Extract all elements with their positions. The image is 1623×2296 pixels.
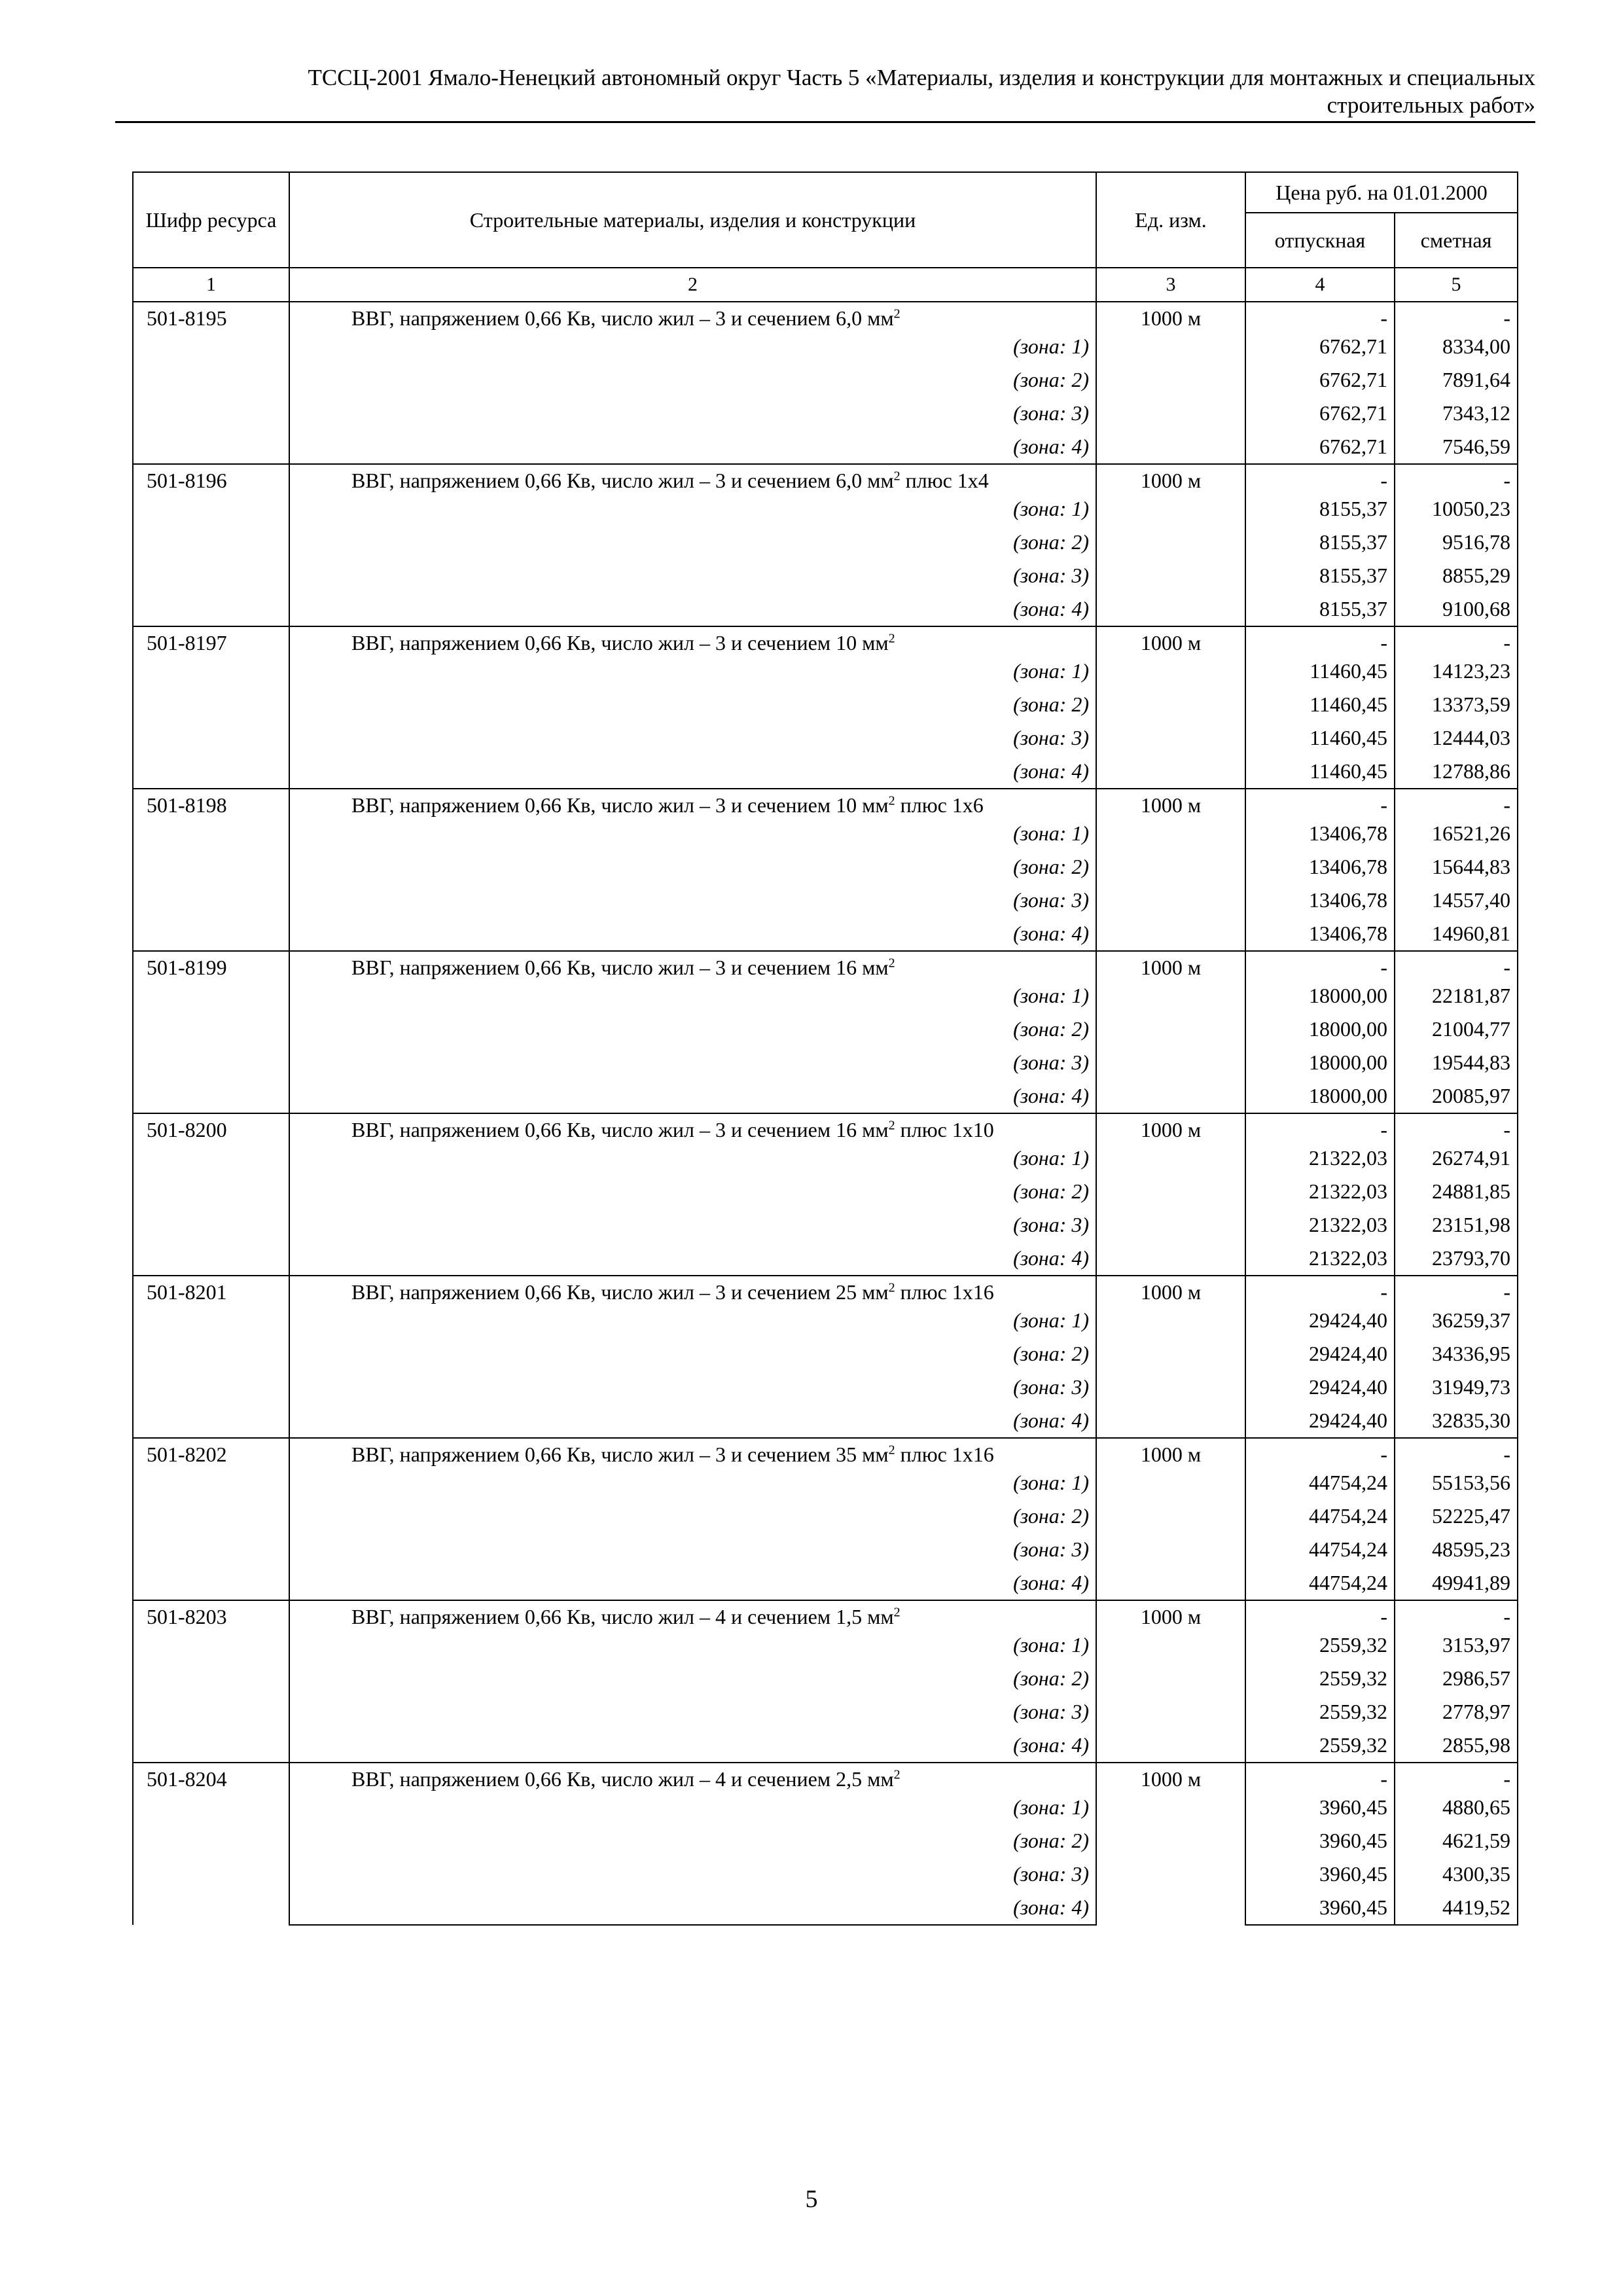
- table-row: [133, 1113, 1518, 1141]
- description-main: ВВГ, напряжением 0,66 Кв, число жил – 3 и сечением 16 мм: [351, 956, 889, 979]
- zone-row: [133, 655, 1518, 688]
- zone-label: (зона: 2): [289, 1499, 1096, 1533]
- price-estimate: -: [1395, 464, 1518, 492]
- price-estimate: 15644,83: [1395, 850, 1518, 884]
- material-description: [289, 951, 1096, 979]
- resource-code: 501-8199: [133, 951, 289, 1113]
- price-release: 13406,78: [1245, 850, 1395, 884]
- description-text: [296, 469, 1089, 492]
- zone-row: [133, 559, 1518, 592]
- material-description: [289, 626, 1096, 655]
- zone-row: [133, 1208, 1518, 1242]
- zone-row: [133, 884, 1518, 917]
- zone-row: [133, 688, 1518, 721]
- zone-row: [133, 1695, 1518, 1729]
- price-release: 29424,40: [1245, 1371, 1395, 1404]
- price-estimate: 16521,26: [1395, 817, 1518, 850]
- price-estimate: 7891,64: [1395, 363, 1518, 397]
- price-estimate: -: [1395, 1600, 1518, 1628]
- description-text: [296, 1118, 1089, 1141]
- price-release: 29424,40: [1245, 1304, 1395, 1337]
- price-release: 2559,32: [1245, 1628, 1395, 1662]
- price-estimate: -: [1395, 1438, 1518, 1466]
- zone-label: (зона: 2): [289, 1662, 1096, 1695]
- zone-row: [133, 1533, 1518, 1566]
- price-release: -: [1245, 1113, 1395, 1141]
- description-main: ВВГ, напряжением 0,66 Кв, число жил – 3 и сечением 10 мм: [351, 793, 889, 817]
- description-tail: плюс 1х4: [900, 469, 989, 492]
- zone-label: (зона: 2): [289, 850, 1096, 884]
- zone-row: [133, 1013, 1518, 1046]
- zone-row: [133, 1079, 1518, 1113]
- price-release: -: [1245, 951, 1395, 979]
- zone-label: (зона: 2): [289, 1824, 1096, 1857]
- unit-of-measure: 1000 м: [1096, 626, 1245, 789]
- price-release: 3960,45: [1245, 1824, 1395, 1857]
- table-row: [133, 302, 1518, 330]
- table-row: [133, 1276, 1518, 1304]
- unit-of-measure: 1000 м: [1096, 464, 1245, 626]
- price-estimate: 4300,35: [1395, 1857, 1518, 1891]
- description-main: ВВГ, напряжением 0,66 Кв, число жил – 3 и сечением 6,0 мм: [351, 469, 894, 492]
- zone-label: (зона: 1): [289, 655, 1096, 688]
- price-release: 18000,00: [1245, 979, 1395, 1013]
- table-row: [133, 1600, 1518, 1628]
- price-release: 21322,03: [1245, 1242, 1395, 1276]
- table-row: [133, 464, 1518, 492]
- zone-label: (зона: 3): [289, 884, 1096, 917]
- description-main: ВВГ, напряжением 0,66 Кв, число жил – 4 и сечением 1,5 мм: [351, 1605, 894, 1628]
- description-text: [296, 1280, 1089, 1304]
- price-estimate: -: [1395, 789, 1518, 817]
- price-release: -: [1245, 302, 1395, 330]
- price-release: 11460,45: [1245, 688, 1395, 721]
- price-release: 13406,78: [1245, 917, 1395, 951]
- price-estimate: 8334,00: [1395, 330, 1518, 363]
- description-main: ВВГ, напряжением 0,66 Кв, число жил – 3 и сечением 6,0 мм: [351, 306, 894, 330]
- price-estimate: -: [1395, 1113, 1518, 1141]
- zone-row: [133, 917, 1518, 951]
- zone-row: [133, 430, 1518, 464]
- description-main: ВВГ, напряжением 0,66 Кв, число жил – 4 и сечением 2,5 мм: [351, 1767, 894, 1791]
- zone-label: (зона: 3): [289, 1371, 1096, 1404]
- price-release: 2559,32: [1245, 1662, 1395, 1695]
- price-release: 13406,78: [1245, 884, 1395, 917]
- price-estimate: 20085,97: [1395, 1079, 1518, 1113]
- description-tail: плюс 1х6: [895, 793, 984, 817]
- col-header-name: Строительные материалы, изделия и конструкции: [289, 172, 1096, 268]
- table-row: [133, 789, 1518, 817]
- col-number: 2: [289, 268, 1096, 302]
- zone-label: (зона: 1): [289, 330, 1096, 363]
- resource-code: 501-8200: [133, 1113, 289, 1276]
- zone-label: (зона: 4): [289, 1404, 1096, 1438]
- unit-superscript: 2: [888, 1118, 895, 1133]
- col-number: 3: [1096, 268, 1245, 302]
- zone-label: (зона: 2): [289, 1337, 1096, 1371]
- unit-of-measure: 1000 м: [1096, 1600, 1245, 1763]
- price-release: 44754,24: [1245, 1533, 1395, 1566]
- price-release: 18000,00: [1245, 1013, 1395, 1046]
- col-header-unit: Ед. изм.: [1096, 172, 1245, 268]
- resource-code: 501-8204: [133, 1763, 289, 1925]
- price-estimate: 55153,56: [1395, 1466, 1518, 1499]
- zone-row: [133, 1566, 1518, 1600]
- price-estimate: 2778,97: [1395, 1695, 1518, 1729]
- zone-label: (зона: 4): [289, 1079, 1096, 1113]
- description-tail: плюс 1х10: [895, 1118, 994, 1141]
- zone-row: [133, 397, 1518, 430]
- resource-code: 501-8198: [133, 789, 289, 951]
- material-description: [289, 1113, 1096, 1141]
- price-release: 3960,45: [1245, 1791, 1395, 1824]
- price-release: 8155,37: [1245, 592, 1395, 626]
- zone-label: (зона: 3): [289, 1208, 1096, 1242]
- header-rule: [115, 121, 1535, 123]
- price-estimate: 23793,70: [1395, 1242, 1518, 1276]
- price-release: 11460,45: [1245, 755, 1395, 789]
- header-title-line1: ТССЦ-2001 Ямало-Ненецкий автономный округ Часть 5 «Материалы, изделия и конструкции для монтажных и специальных: [308, 65, 1535, 90]
- price-estimate: 4880,65: [1395, 1791, 1518, 1824]
- price-release: 6762,71: [1245, 363, 1395, 397]
- col-number: 5: [1395, 268, 1518, 302]
- col-number: 4: [1245, 268, 1395, 302]
- header-title-line2: строительных работ»: [1327, 92, 1535, 118]
- price-release: -: [1245, 1763, 1395, 1791]
- price-estimate: 12788,86: [1395, 755, 1518, 789]
- zone-row: [133, 1891, 1518, 1925]
- page-header: [115, 64, 1535, 119]
- material-description: [289, 464, 1096, 492]
- zone-label: (зона: 4): [289, 1566, 1096, 1600]
- zone-label: (зона: 2): [289, 1013, 1096, 1046]
- description-text: [296, 1767, 1089, 1791]
- price-release: 2559,32: [1245, 1729, 1395, 1763]
- price-estimate: 14960,81: [1395, 917, 1518, 951]
- zone-label: (зона: 2): [289, 363, 1096, 397]
- zone-row: [133, 1371, 1518, 1404]
- zone-label: (зона: 2): [289, 688, 1096, 721]
- zone-label: (зона: 4): [289, 917, 1096, 951]
- description-text: [296, 306, 1089, 330]
- price-release: 6762,71: [1245, 430, 1395, 464]
- price-estimate: 48595,23: [1395, 1533, 1518, 1566]
- unit-of-measure: 1000 м: [1096, 1113, 1245, 1276]
- description-text: [296, 1605, 1089, 1628]
- price-estimate: 22181,87: [1395, 979, 1518, 1013]
- description-tail: плюс 1х16: [895, 1280, 994, 1304]
- description-main: ВВГ, напряжением 0,66 Кв, число жил – 3 и сечением 10 мм: [351, 631, 889, 655]
- price-release: -: [1245, 789, 1395, 817]
- price-estimate: 21004,77: [1395, 1013, 1518, 1046]
- price-release: 8155,37: [1245, 559, 1395, 592]
- price-release: 44754,24: [1245, 1566, 1395, 1600]
- price-release: 11460,45: [1245, 655, 1395, 688]
- col-number: 1: [133, 268, 289, 302]
- zone-row: [133, 1791, 1518, 1824]
- resource-code: 501-8196: [133, 464, 289, 626]
- description-main: ВВГ, напряжением 0,66 Кв, число жил – 3 и сечением 25 мм: [351, 1280, 889, 1304]
- zone-label: (зона: 4): [289, 1729, 1096, 1763]
- zone-label: (зона: 3): [289, 1695, 1096, 1729]
- zone-row: [133, 363, 1518, 397]
- zone-label: (зона: 1): [289, 1304, 1096, 1337]
- price-estimate: 23151,98: [1395, 1208, 1518, 1242]
- price-estimate: 14123,23: [1395, 655, 1518, 688]
- unit-superscript: 2: [888, 1280, 895, 1295]
- col-header-release: отпускная: [1245, 213, 1395, 268]
- price-release: 18000,00: [1245, 1046, 1395, 1079]
- zone-row: [133, 1141, 1518, 1175]
- description-main: ВВГ, напряжением 0,66 Кв, число жил – 3 и сечением 16 мм: [351, 1118, 889, 1141]
- material-description: [289, 1763, 1096, 1791]
- price-release: 6762,71: [1245, 397, 1395, 430]
- description-main: ВВГ, напряжением 0,66 Кв, число жил – 3 и сечением 35 мм: [351, 1443, 889, 1466]
- zone-row: [133, 1304, 1518, 1337]
- price-estimate: -: [1395, 1763, 1518, 1791]
- zone-row: [133, 817, 1518, 850]
- price-estimate: -: [1395, 951, 1518, 979]
- price-estimate: 49941,89: [1395, 1566, 1518, 1600]
- unit-of-measure: 1000 м: [1096, 1763, 1245, 1925]
- price-estimate: 3153,97: [1395, 1628, 1518, 1662]
- price-estimate: 8855,29: [1395, 559, 1518, 592]
- col-header-price-group: Цена руб. на 01.01.2000: [1245, 172, 1518, 213]
- description-text: [296, 793, 1089, 817]
- price-estimate: 34336,95: [1395, 1337, 1518, 1371]
- zone-row: [133, 592, 1518, 626]
- price-release: 44754,24: [1245, 1499, 1395, 1533]
- zone-label: (зона: 4): [289, 755, 1096, 789]
- table-row: [133, 1438, 1518, 1466]
- zone-row: [133, 755, 1518, 789]
- zone-row: [133, 1824, 1518, 1857]
- zone-row: [133, 330, 1518, 363]
- unit-superscript: 2: [888, 793, 895, 808]
- price-table: [132, 171, 1518, 1926]
- price-estimate: 31949,73: [1395, 1371, 1518, 1404]
- zone-row: [133, 1046, 1518, 1079]
- price-release: 29424,40: [1245, 1404, 1395, 1438]
- unit-superscript: 2: [888, 956, 895, 971]
- price-release: -: [1245, 1438, 1395, 1466]
- material-description: [289, 302, 1096, 330]
- price-release: 2559,32: [1245, 1695, 1395, 1729]
- price-estimate: 2855,98: [1395, 1729, 1518, 1763]
- table-body: [133, 302, 1518, 1925]
- zone-row: [133, 1628, 1518, 1662]
- unit-superscript: 2: [888, 631, 895, 646]
- material-description: [289, 789, 1096, 817]
- resource-code: 501-8201: [133, 1276, 289, 1438]
- zone-label: (зона: 3): [289, 1533, 1096, 1566]
- price-release: 29424,40: [1245, 1337, 1395, 1371]
- price-release: 6762,71: [1245, 330, 1395, 363]
- page-number: 5: [805, 2185, 818, 2213]
- price-estimate: 9516,78: [1395, 526, 1518, 559]
- price-estimate: 12444,03: [1395, 721, 1518, 755]
- zone-row: [133, 721, 1518, 755]
- zone-row: [133, 1729, 1518, 1763]
- price-release: 18000,00: [1245, 1079, 1395, 1113]
- zone-label: (зона: 3): [289, 559, 1096, 592]
- zone-row: [133, 1175, 1518, 1208]
- zone-row: [133, 1662, 1518, 1695]
- zone-row: [133, 1337, 1518, 1371]
- zone-label: (зона: 3): [289, 1046, 1096, 1079]
- unit-of-measure: 1000 м: [1096, 1276, 1245, 1438]
- resource-code: 501-8202: [133, 1438, 289, 1600]
- price-estimate: 4621,59: [1395, 1824, 1518, 1857]
- price-release: -: [1245, 626, 1395, 655]
- price-release: 8155,37: [1245, 526, 1395, 559]
- unit-of-measure: 1000 м: [1096, 302, 1245, 464]
- col-header-estimate: сметная: [1395, 213, 1518, 268]
- zone-label: (зона: 4): [289, 1242, 1096, 1276]
- unit-superscript: 2: [888, 1443, 895, 1458]
- table-row: [133, 626, 1518, 655]
- zone-label: (зона: 4): [289, 1891, 1096, 1925]
- price-release: 8155,37: [1245, 492, 1395, 526]
- zone-label: (зона: 4): [289, 430, 1096, 464]
- unit-superscript: 2: [893, 306, 901, 321]
- price-release: 11460,45: [1245, 721, 1395, 755]
- price-estimate: 14557,40: [1395, 884, 1518, 917]
- zone-label: (зона: 3): [289, 397, 1096, 430]
- table-row: [133, 1763, 1518, 1791]
- table-row: [133, 951, 1518, 979]
- description-text: [296, 1443, 1089, 1466]
- zone-row: [133, 979, 1518, 1013]
- price-estimate: 24881,85: [1395, 1175, 1518, 1208]
- zone-label: (зона: 4): [289, 592, 1096, 626]
- resource-code: 501-8203: [133, 1600, 289, 1763]
- zone-row: [133, 492, 1518, 526]
- col-header-code: Шифр ресурса: [133, 172, 289, 268]
- resource-code: 501-8197: [133, 626, 289, 789]
- unit-of-measure: 1000 м: [1096, 951, 1245, 1113]
- zone-label: (зона: 3): [289, 1857, 1096, 1891]
- zone-label: (зона: 1): [289, 817, 1096, 850]
- price-release: 13406,78: [1245, 817, 1395, 850]
- zone-row: [133, 1404, 1518, 1438]
- zone-label: (зона: 2): [289, 1175, 1096, 1208]
- zone-row: [133, 1242, 1518, 1276]
- price-release: 3960,45: [1245, 1891, 1395, 1925]
- price-release: -: [1245, 464, 1395, 492]
- price-release: 21322,03: [1245, 1175, 1395, 1208]
- resource-code: 501-8195: [133, 302, 289, 464]
- zone-label: (зона: 1): [289, 1141, 1096, 1175]
- price-estimate: 4419,52: [1395, 1891, 1518, 1925]
- price-estimate: 32835,30: [1395, 1404, 1518, 1438]
- zone-label: (зона: 1): [289, 1791, 1096, 1824]
- price-estimate: 7546,59: [1395, 430, 1518, 464]
- zone-label: (зона: 1): [289, 1466, 1096, 1499]
- zone-row: [133, 850, 1518, 884]
- price-release: 44754,24: [1245, 1466, 1395, 1499]
- unit-of-measure: 1000 м: [1096, 789, 1245, 951]
- zone-label: (зона: 1): [289, 1628, 1096, 1662]
- description-text: [296, 631, 1089, 655]
- price-release: 21322,03: [1245, 1141, 1395, 1175]
- unit-superscript: 2: [893, 469, 901, 484]
- price-estimate: 13373,59: [1395, 688, 1518, 721]
- price-release: 3960,45: [1245, 1857, 1395, 1891]
- unit-superscript: 2: [893, 1767, 901, 1782]
- unit-superscript: 2: [893, 1605, 901, 1620]
- material-description: [289, 1276, 1096, 1304]
- material-description: [289, 1438, 1096, 1466]
- zone-label: (зона: 2): [289, 526, 1096, 559]
- price-estimate: 9100,68: [1395, 592, 1518, 626]
- price-estimate: 52225,47: [1395, 1499, 1518, 1533]
- price-release: -: [1245, 1600, 1395, 1628]
- price-estimate: 26274,91: [1395, 1141, 1518, 1175]
- price-estimate: 36259,37: [1395, 1304, 1518, 1337]
- zone-row: [133, 1499, 1518, 1533]
- price-estimate: -: [1395, 302, 1518, 330]
- price-release: 21322,03: [1245, 1208, 1395, 1242]
- zone-row: [133, 1466, 1518, 1499]
- zone-row: [133, 526, 1518, 559]
- zone-row: [133, 1857, 1518, 1891]
- price-release: -: [1245, 1276, 1395, 1304]
- description-text: [296, 956, 1089, 979]
- price-estimate: 7343,12: [1395, 397, 1518, 430]
- price-estimate: 10050,23: [1395, 492, 1518, 526]
- price-estimate: 2986,57: [1395, 1662, 1518, 1695]
- zone-label: (зона: 3): [289, 721, 1096, 755]
- zone-label: (зона: 1): [289, 979, 1096, 1013]
- price-estimate: -: [1395, 626, 1518, 655]
- price-estimate: -: [1395, 1276, 1518, 1304]
- price-estimate: 19544,83: [1395, 1046, 1518, 1079]
- material-description: [289, 1600, 1096, 1628]
- unit-of-measure: 1000 м: [1096, 1438, 1245, 1600]
- description-tail: плюс 1х16: [895, 1443, 994, 1466]
- zone-label: (зона: 1): [289, 492, 1096, 526]
